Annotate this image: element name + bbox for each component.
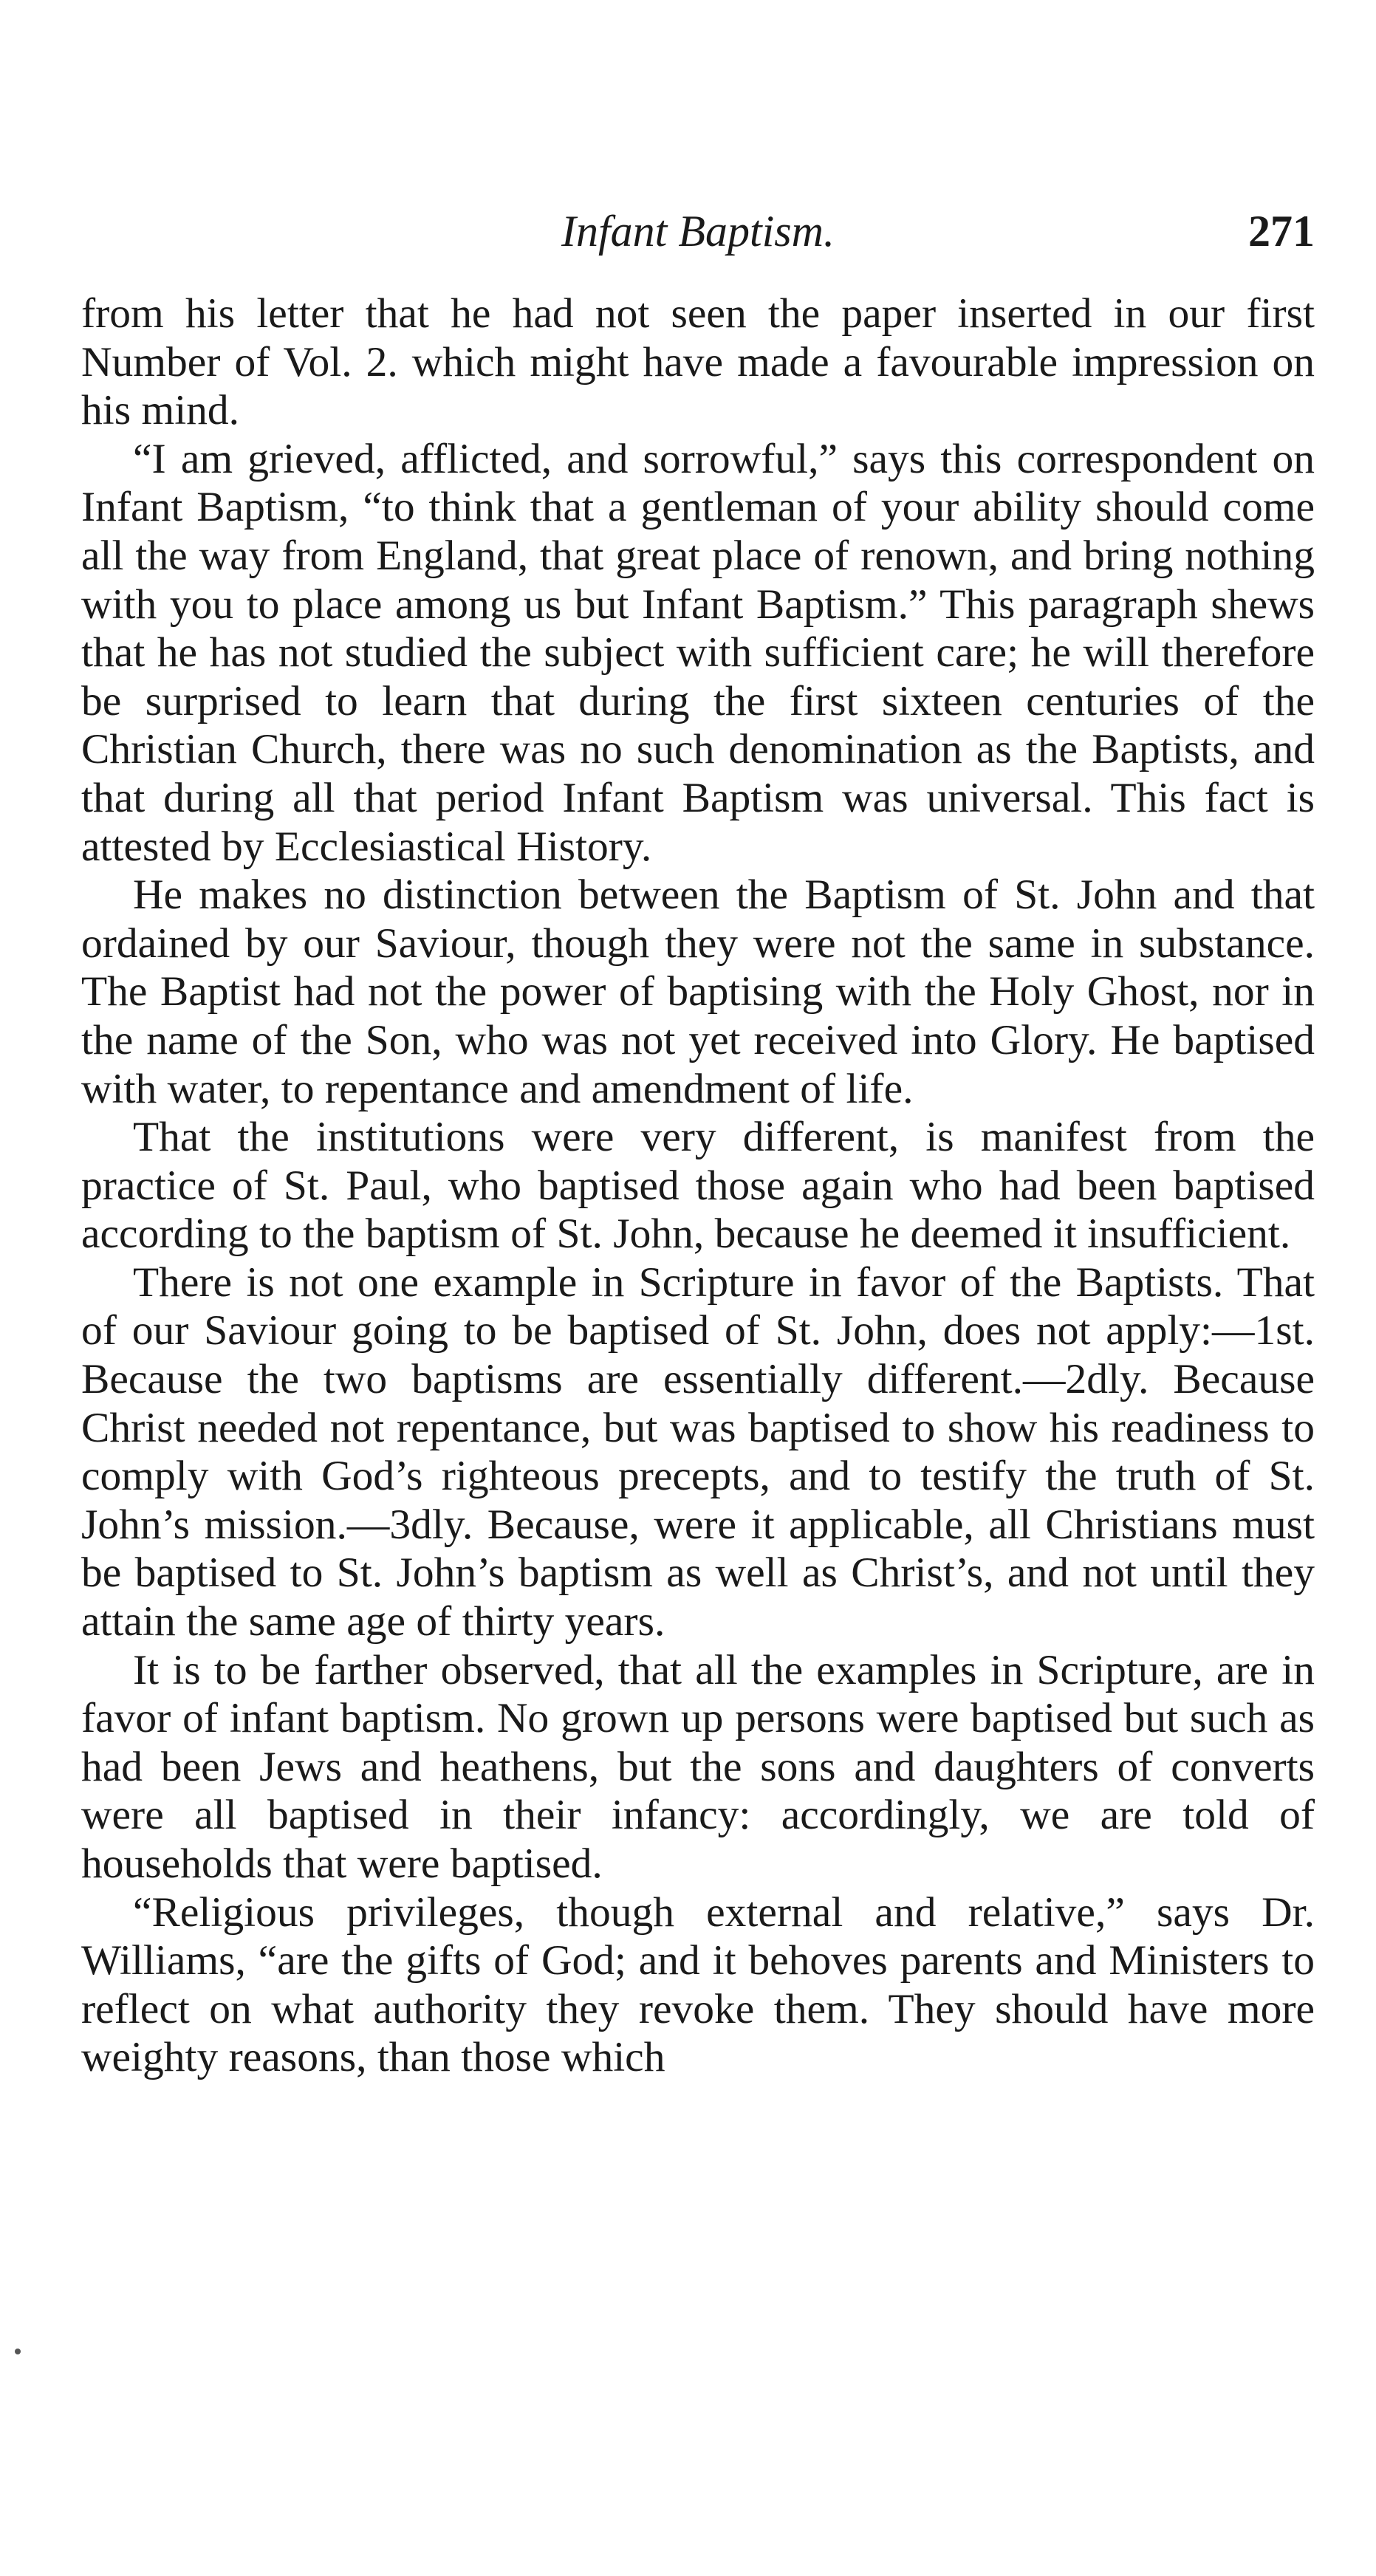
paragraph-continuation: from his letter that he had not seen the paper inserted in our first Number of Vol. 2. which might have made a favourable impression on his mind.: [81, 290, 1315, 434]
paragraph-no-example: There is not one example in Scripture in favor of the Baptists. That of our Saviour going to be baptised of St. John, does not apply:—1st. Because the two baptisms are essentially different.—2dly. Because Christ needed not repentance, but was baptised to show his readiness to comply with God’s righteous precepts, and to testify the truth of St. John’s mission.—3dly. Because, were it applicable, all Christians must be baptised to St. John’s baptism as well as Christ’s, and not until they attain the same age of thirty years.: [81, 1258, 1315, 1645]
paragraph-baptism-distinction: He makes no distinction between the Baptism of St. John and that ordained by our Saviour, though they were not the same in substance. The Baptist had not the power of baptising with the Holy Ghost, nor in the name of the Son, who was not yet received into Glory. He baptised with water, to repentance and amendment of life.: [81, 871, 1315, 1112]
running-head: [81, 198, 1315, 264]
margin-speck: [15, 2349, 21, 2354]
body-text: [81, 290, 1315, 2082]
paragraph-st-paul-practice: That the institutions were very different, is manifest from the practice of St. Paul, who baptised those again who had been baptised according to the baptism of St. John, because he deemed it insufficient.: [81, 1114, 1315, 1258]
page-number: 271: [1248, 207, 1315, 256]
paragraph-grieved-quote: “I am grieved, afflicted, and sorrowful,” says this correspondent on Infant Baptism, “to think that a gentleman of your ability should come all the way from England, that great place of renown, and bring nothing with you to place among us but Infant Baptism.” This paragraph shews that he has not studied the subject with sufficient care; he will therefore be surprised to learn that during the first sixteen centuries of the Christian Church, there was no such denomination as the Baptists, and that during all that period Infant Baptism was universal. This fact is attested by Ecclesiastical History.: [81, 435, 1315, 870]
running-title: Infant Baptism.: [561, 207, 835, 256]
paragraph-infant-examples: It is to be farther observed, that all the examples in Scripture, are in favor of infant baptism. No grown up persons were baptised but such as had been Jews and heathens, but the sons and daughters of converts were all baptised in their infancy: accordingly, we are told of households that were baptised.: [81, 1646, 1315, 1887]
paragraph-williams-quote: “Religious privileges, though external and relative,” says Dr. Williams, “are the gifts of God; and it behoves parents and Ministers to reflect on what authority they revoke them. They should have more weighty reasons, than those which: [81, 1888, 1315, 2081]
